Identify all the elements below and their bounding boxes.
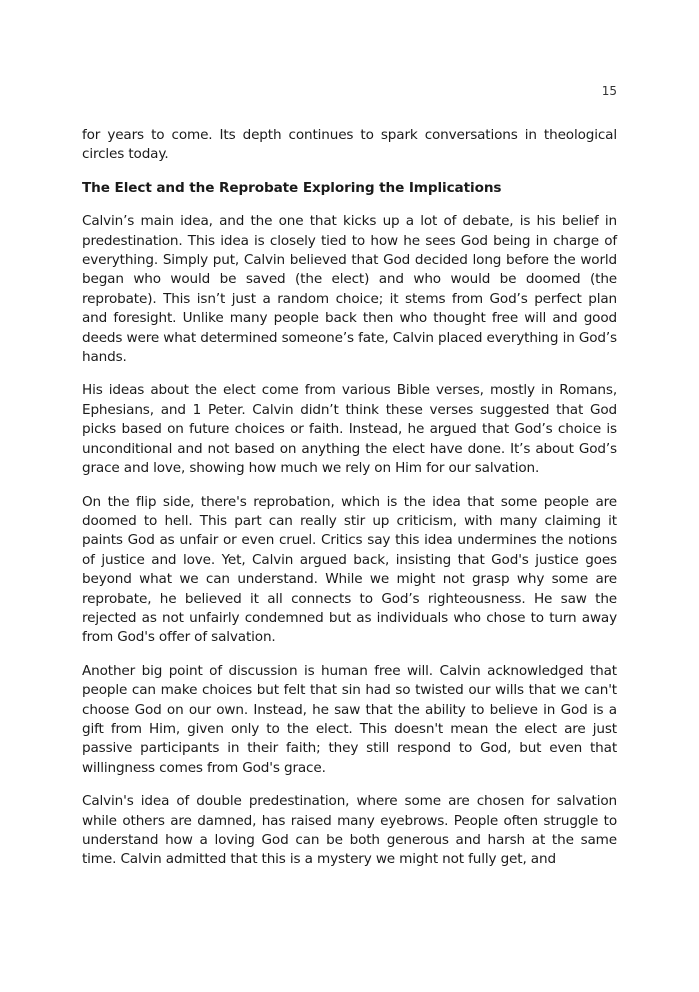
paragraph-predestination: Calvin’s main idea, and the one that kicks up a lot of debate, is his belief in predestination. This idea is closely tied to how he sees God being in charge of everything. Simply put, Calvin believed that God decided long before the world began who would be saved (the elect) and who would be doomed (the reprobate). This isn’t just a random choice; it stems from God’s perfect plan and foresight. Unlike many people back then who thought free will and good deeds were what determined someone’s fate, Calvin placed everything in God’s hands.	[82, 213, 617, 366]
paragraph-elect: His ideas about the elect come from various Bible verses, mostly in Romans, Ephesians, and 1 Peter. Calvin didn’t think these verses suggested that God picks based on future choices or faith. Instead, he argued that God’s choice is unconditional and not based on anything the elect have done. It’s about God’s grace and love, showing how much we rely on Him for our salvation.	[82, 382, 617, 477]
paragraph-free-will: Another big point of discussion is human free will. Calvin acknowledged that people can make choices but felt that sin had so twisted our wills that we can't choose God on our own. Instead, he saw that the ability to believe in God is a gift from Him, given only to the elect. This doesn't mean the elect are just passive participants in their faith; they still respond to God, but even that willingness comes from God's grace.	[82, 662, 617, 776]
page-number: 15	[601, 84, 617, 98]
page-content	[82, 126, 617, 884]
section-heading: The Elect and the Reprobate Exploring the Implications	[82, 179, 502, 196]
intro-paragraph: for years to come. Its depth continues to spark conversations in theological circles today.	[82, 127, 617, 163]
paragraph-reprobation: On the flip side, there's reprobation, which is the idea that some people are doomed to hell. This part can really stir up criticism, with many claiming it paints God as unfair or even cruel. Critics say this idea undermines the notions of justice and love. Yet, Calvin argued back, insisting that God's justice goes beyond what we can understand. While we might not grasp why some are reprobate, he believed it all connects to God’s righteousness. He saw the rejected as not unfairly condemned but as individuals who chose to turn away from God's offer of salvation.	[82, 493, 617, 646]
paragraph-double-predestination: Calvin's idea of double predestination, where some are chosen for salvation while others are damned, has raised many eyebrows. People often struggle to understand how a loving God can be both generous and harsh at the same time. Calvin admitted that this is a mystery we might not fully get, and	[82, 793, 617, 868]
